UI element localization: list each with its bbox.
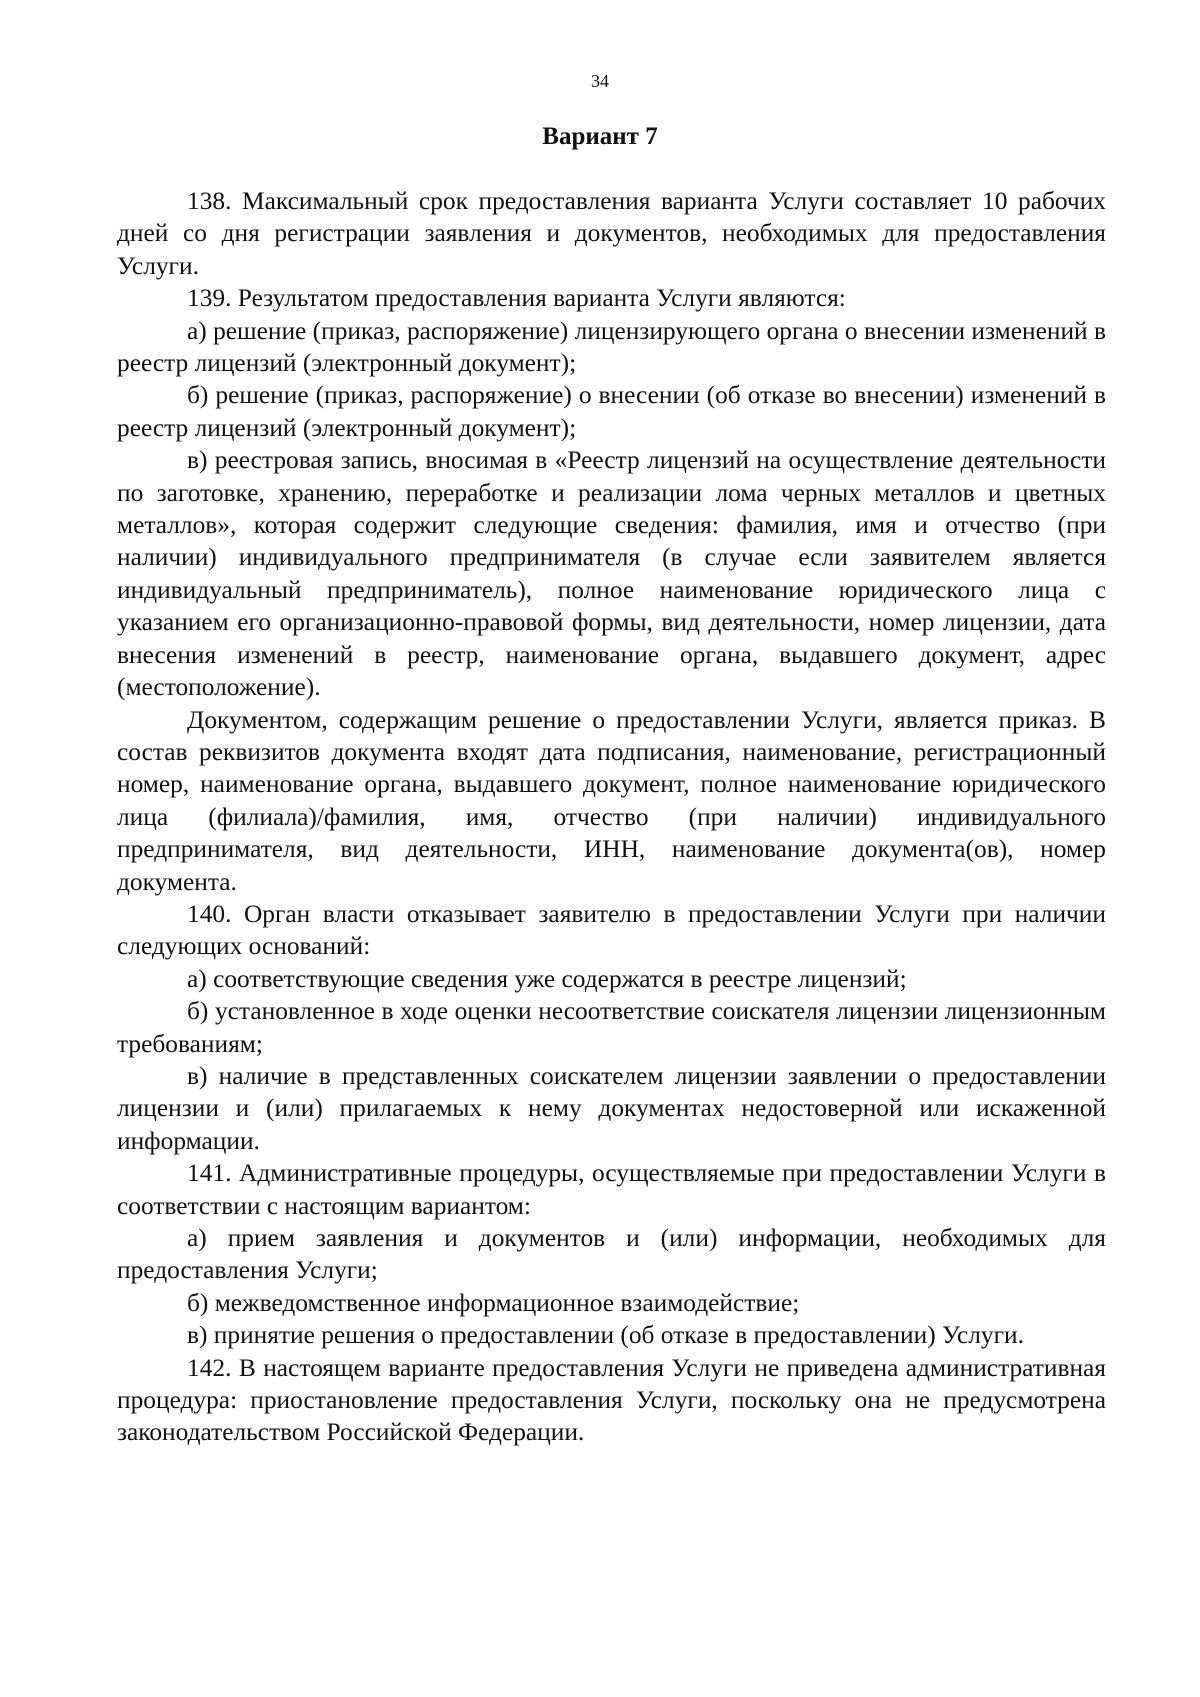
paragraph-141-v: в) принятие решения о предоставлении (об отказе в предоставлении) Услуги. <box>187 1321 1024 1350</box>
paragraph-140-b: б) установленное в ходе оценки несоответствие соискателя лицензии лицензионным требованиям; <box>117 997 1106 1058</box>
paragraph-141-b: б) межведомственное информационное взаимодействие; <box>187 1288 800 1317</box>
paragraph-order-document: Документом, содержащим решение о предоставлении Услуги, является приказ. В состав реквизитов документа входят дата подписания, наименование, регистрационный номер, наименование органа, выдавшего документ, полное наименование юридического лица (филиала)/фамилия, имя, отчество (при наличии) индивидуального предпринимателя, вид деятельности, ИНН, наименование документа(ов), номер документа. <box>117 705 1106 896</box>
section-heading: Вариант 7 <box>542 123 658 150</box>
paragraph-139-v: в) реестровая запись, вносимая в «Реестр лицензий на осуществление деятельности по заготовке, хранению, переработке и реализации лома черных металлов и цветных металлов», которая содержит следующие сведения: фамилия, имя и отчество (при наличии) индивидуального предпринимателя (в случае если заявителем является индивидуальный предприниматель), полное наименование юридического лица с указанием его организационно-правовой формы, вид деятельности, номер лицензии, дата внесения изменений в реестр, наименование органа, выдавшего документ, адрес (местоположение). <box>117 446 1106 702</box>
paragraph-139-b: б) решение (приказ, распоряжение) о внесении (об отказе во внесении) изменений в реестр лицензий (электронный документ); <box>117 381 1106 442</box>
page-number: 34 <box>591 71 609 91</box>
paragraph-141-a: а) прием заявления и документов и (или) информации, необходимых для предоставления Услуги; <box>117 1224 1106 1285</box>
paragraph-139-a: а) решение (приказ, распоряжение) лицензирующего органа о внесении изменений в реестр лицензий (электронный документ); <box>117 316 1106 378</box>
paragraph-142: 142. В настоящем варианте предоставления Услуги не приведена административная процедура: приостановление предоставления Услуги, поскольку она не предусмотрена законодательством Российской Федерации. <box>117 1353 1106 1447</box>
document-body <box>117 185 1106 1449</box>
paragraph-140-v: в) наличие в представленных соискателем лицензии заявлении о предоставлении лицензии и (или) прилагаемых к нему документах недостоверной или искаженной информации. <box>117 1061 1106 1155</box>
paragraph-140-a: а) соответствующие сведения уже содержатся в реестре лицензий; <box>187 964 907 993</box>
paragraph-140: 140. Орган власти отказывает заявителю в предоставлении Услуги при наличии следующих оснований: <box>117 899 1106 961</box>
paragraph-141: 141. Административные процедуры, осуществляемые при предоставлении Услуги в соответствии с настоящим вариантом: <box>117 1159 1106 1220</box>
paragraph-138: 138. Максимальный срок предоставления варианта Услуги составляет 10 рабочих дней со дня регистрации заявления и документов, необходимых для предоставления Услуги. <box>117 187 1106 280</box>
paragraph-139: 139. Результатом предоставления варианта Услуги являются: <box>187 284 846 313</box>
